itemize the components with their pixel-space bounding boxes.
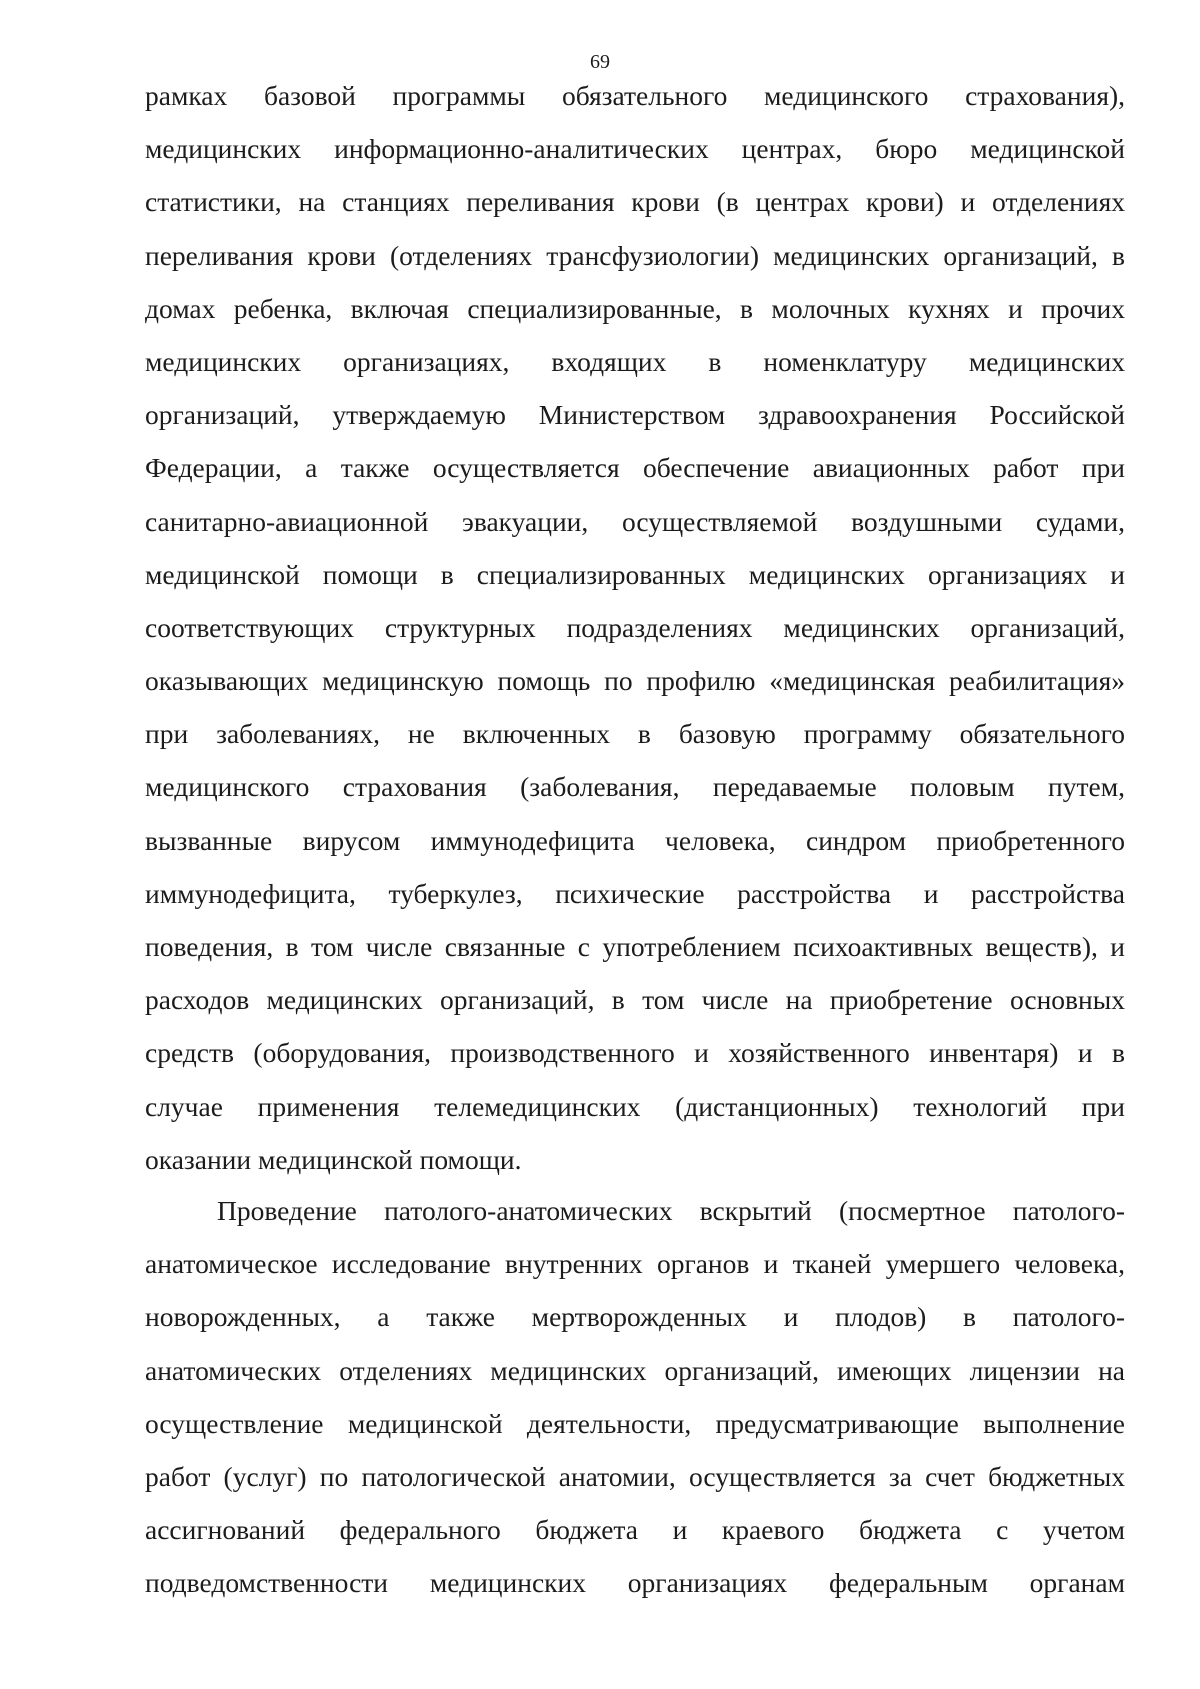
text-line: ассигнований федерального бюджета и краевого бюджета с учетом: [145, 1514, 1125, 1546]
text-line: медицинских организациях, входящих в номенклатуру медицинских: [145, 345, 1125, 377]
text-line: подведомственности медицинских организациях федеральным органам: [145, 1567, 1125, 1599]
text-line: оказании медицинской помощи.: [145, 1143, 522, 1175]
text-line: расходов медицинских организаций, в том числе на приобретение основных: [145, 984, 1125, 1016]
text-line: анатомических отделениях медицинских организаций, имеющих лицензии на: [145, 1354, 1125, 1386]
text-line: рамках базовой программы обязательного медицинского страхования),: [145, 80, 1125, 111]
text-line: анатомическое исследование внутренних органов и тканей умершего человека,: [145, 1248, 1125, 1280]
text-line: средств (оборудования, производственного и хозяйственного инвентаря) и в: [145, 1037, 1125, 1069]
text-line: Федерации, а также осуществляется обеспечение авиационных работ при: [145, 452, 1125, 484]
text-line: новорожденных, а также мертворожденных и плодов) в патолого-: [145, 1301, 1125, 1333]
text-line: осуществление медицинской деятельности, предусматривающие выполнение: [145, 1407, 1125, 1439]
text-line: медицинского страхования (заболевания, передаваемые половым путем,: [145, 771, 1125, 803]
text-line: оказывающих медицинскую помощь по профилю «медицинская реабилитация»: [145, 665, 1125, 697]
paragraph-1: [145, 69, 1125, 1186]
text-line: статистики, на станциях переливания крови (в центрах крови) и отделениях: [145, 186, 1125, 218]
text-line: Проведение патолого-анатомических вскрытий (посмертное патолого-: [217, 1195, 1125, 1226]
text-line: вызванные вирусом иммунодефицита человека, синдром приобретенного: [145, 824, 1125, 856]
text-line: домах ребенка, включая специализированные, в молочных кухнях и прочих: [145, 292, 1125, 324]
text-line: соответствующих структурных подразделениях медицинских организаций,: [145, 611, 1125, 643]
paragraph-2: [145, 1184, 1125, 1610]
text-line: случае применения телемедицинских (дистанционных) технологий при: [145, 1090, 1125, 1122]
text-line: санитарно-авиационной эвакуации, осуществляемой воздушными судами,: [145, 505, 1125, 537]
page-number: 69: [590, 51, 610, 73]
text-line: при заболеваниях, не включенных в базовую программу обязательного: [145, 718, 1125, 750]
text-line: медицинских информационно-аналитических центрах, бюро медицинской: [145, 133, 1125, 165]
text-line: работ (услуг) по патологической анатомии, осуществляется за счет бюджетных: [145, 1460, 1125, 1492]
text-line: поведения, в том числе связанные с употреблением психоактивных веществ), и: [145, 931, 1125, 962]
text-line: переливания крови (отделениях трансфузиологии) медицинских организаций, в: [145, 239, 1125, 271]
text-line: организаций, утверждаемую Министерством здравоохранения Российской: [145, 399, 1125, 431]
text-line: иммунодефицита, туберкулез, психические расстройства и расстройства: [145, 877, 1125, 909]
text-line: медицинской помощи в специализированных медицинских организациях и: [145, 558, 1125, 590]
